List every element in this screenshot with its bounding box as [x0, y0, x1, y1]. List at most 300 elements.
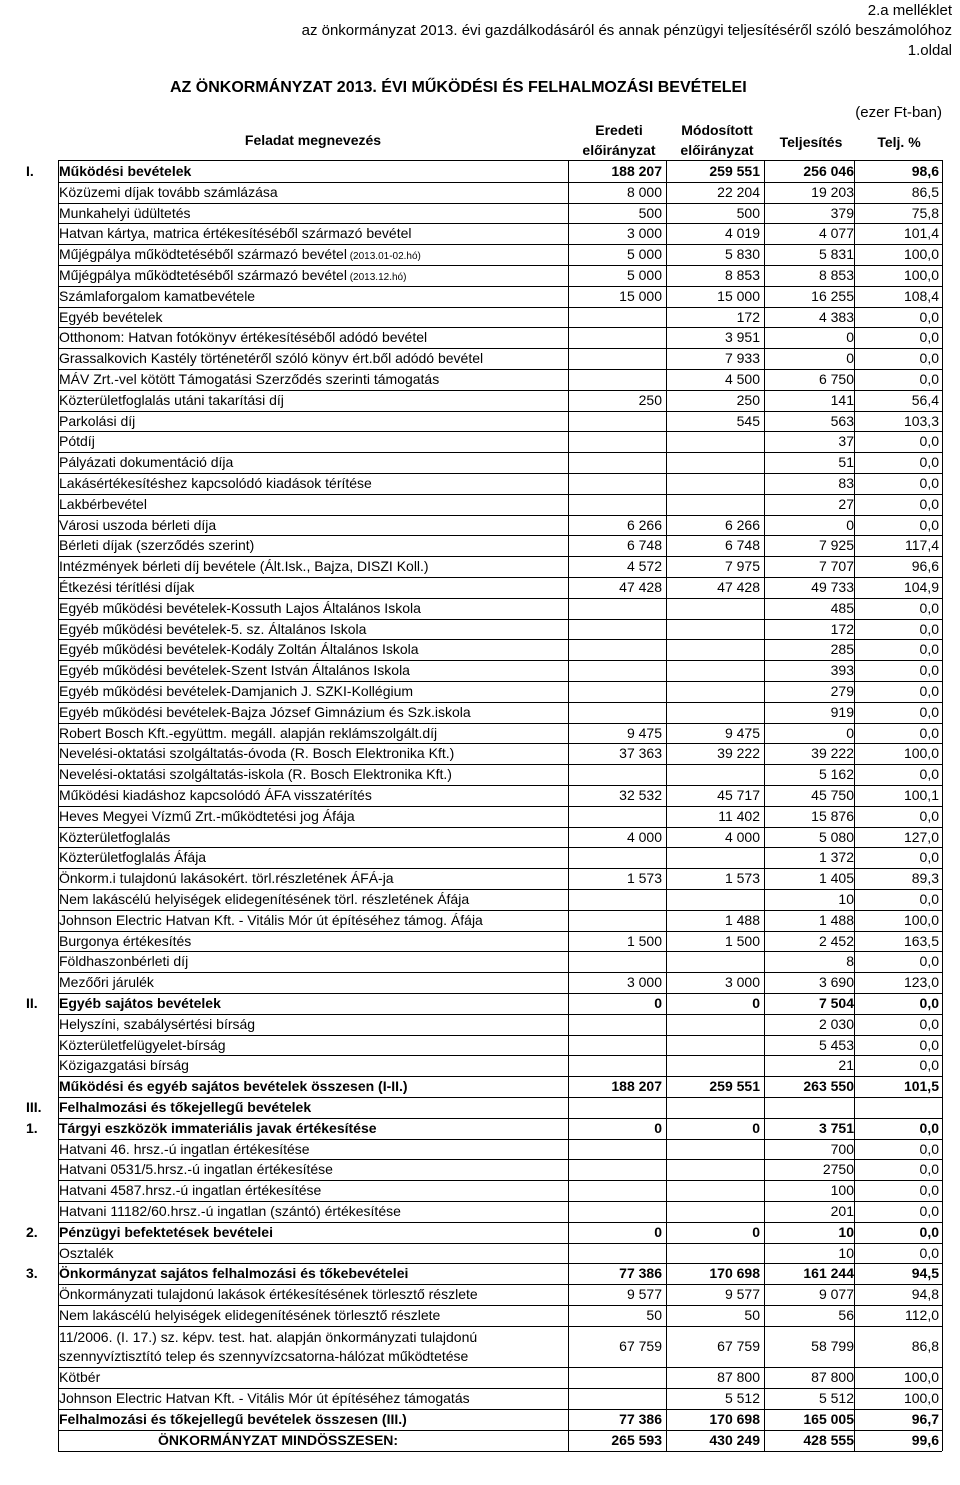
cell-c4: 123,0	[903, 974, 939, 991]
cell-c1: 188 207	[611, 1078, 662, 1095]
cell-c1: 1 500	[626, 932, 662, 949]
row-label: Felhalmozási és tőkejellegű bevételek	[59, 1099, 312, 1115]
cell-c3: 3 690	[818, 974, 854, 991]
row-label: Parkolási díj	[59, 412, 136, 429]
cell-c4: 100,0	[903, 745, 939, 762]
row-label: Működési bevételek	[59, 163, 192, 179]
cell-c1: 15 000	[619, 287, 662, 304]
cell-c1: 1 573	[626, 870, 662, 887]
table-row	[0, 1118, 960, 1139]
cell-c3: 5 162	[818, 766, 854, 783]
cell-c2: 7 975	[724, 558, 760, 575]
row-label: Johnson Electric Hatvan Kft. - Vitális Mór út építéséhez támog. Áfája	[59, 911, 483, 928]
table-row	[0, 827, 960, 848]
cell-c2: 45 717	[717, 787, 760, 803]
cell-c2: 5 512	[724, 1390, 760, 1407]
cell-c2: 5 830	[724, 246, 760, 263]
cell-c3: 285	[830, 641, 854, 658]
cell-c4: 0,0	[919, 475, 939, 491]
cell-c4: 0,0	[919, 371, 939, 387]
row-label: Bérleti díjak (szerződés szerint)	[59, 537, 255, 554]
cell-c1: 5 000	[626, 267, 662, 283]
row-label: Működési kiadáshoz kapcsolódó ÁFA visszatérítés	[59, 787, 372, 803]
row-label: Hatvani 4587.hrsz.-ú ingatlan értékesítése	[59, 1182, 322, 1199]
cell-c2: 4 500	[724, 371, 760, 387]
table-row	[0, 619, 960, 640]
table-row	[0, 535, 960, 556]
table-row	[0, 348, 960, 369]
cell-c1: 77 386	[619, 1265, 662, 1282]
cell-c3: 0	[846, 516, 854, 533]
cell-c4: 101,5	[903, 1078, 939, 1095]
table-row	[0, 806, 960, 827]
cell-c4: 0,0	[919, 807, 939, 824]
table-row	[0, 161, 960, 182]
cell-c3: 19 203	[811, 183, 854, 200]
grid-line	[58, 160, 59, 1451]
row-label: Pótdíj	[59, 433, 95, 450]
cell-c3: 0	[846, 724, 854, 741]
cell-c2: 545	[736, 412, 760, 429]
cell-c1: 9 577	[626, 1286, 662, 1303]
grid-line	[58, 1451, 942, 1452]
cell-c4: 98,6	[911, 163, 939, 179]
cell-c4: 0,0	[919, 849, 939, 866]
cell-c2: 39 222	[717, 745, 760, 762]
cell-c4: 0,0	[919, 1057, 939, 1074]
cell-c3: 3 751	[818, 1119, 854, 1136]
table-row	[0, 265, 960, 286]
cell-c4: 0,0	[919, 308, 939, 325]
cell-c3: 51	[838, 454, 854, 471]
row-label: Egyéb sajátos bevételek	[59, 995, 221, 1011]
table-row	[0, 1222, 960, 1243]
cell-c4: 100,0	[903, 246, 939, 263]
cell-c2: 0	[752, 1223, 760, 1240]
row-label: Műjégpálya működtetéséből származó bevétel (2013.12.hó)	[59, 267, 407, 283]
cell-c4: 100,0	[903, 911, 939, 928]
cell-c3: 0	[846, 329, 854, 346]
cell-c3: 5 512	[818, 1390, 854, 1407]
cell-c3: 0	[846, 350, 854, 367]
cell-c4: 103,3	[903, 412, 939, 429]
cell-c4: 0,0	[919, 1036, 939, 1053]
row-number: 1.	[26, 1119, 38, 1136]
table-row	[0, 556, 960, 577]
row-label: MÁV Zrt.-vel kötött Támogatási Szerződés szerinti támogatás	[59, 371, 440, 387]
cell-c4: 94,5	[911, 1265, 939, 1282]
grid-line	[854, 160, 855, 1451]
cell-c3: 393	[830, 662, 854, 679]
row-label: Hatvani 46. hrsz.-ú ingatlan értékesítése	[59, 1140, 310, 1157]
table-row	[0, 764, 960, 785]
cell-c2: 170 698	[709, 1265, 760, 1282]
row-label: Közterületfoglalás	[59, 828, 171, 845]
row-label: Munkahelyi üdültetés	[59, 204, 191, 221]
row-label: Nevelési-oktatási szolgáltatás-iskola (R. Bosch Elektronika Kft.)	[59, 766, 452, 783]
row-label: Johnson Electric Hatvan Kft. - Vitális Mór út építéséhez támogatás	[59, 1390, 470, 1407]
table-row	[0, 743, 960, 764]
table-row	[0, 203, 960, 224]
cell-c2: 1 500	[724, 932, 760, 949]
cell-c3: 5 831	[818, 246, 854, 263]
cell-c3: 279	[830, 683, 854, 699]
grid-line	[942, 160, 943, 1451]
cell-c3: 87 800	[811, 1369, 854, 1386]
cell-c4: 96,6	[911, 558, 939, 575]
cell-c4: 0,0	[919, 891, 939, 907]
cell-c4: 0,0	[919, 1223, 939, 1240]
cell-c2: 67 759	[717, 1337, 760, 1354]
row-label: Osztalék	[59, 1244, 114, 1261]
cell-c3: 83	[838, 475, 854, 491]
grid-line	[666, 160, 667, 1451]
cell-c4: 0,0	[919, 454, 939, 471]
cell-c4: 0,0	[919, 516, 939, 533]
row-number: 3.	[26, 1265, 38, 1282]
row-number: III.	[26, 1099, 42, 1115]
cell-c1: 5 000	[626, 246, 662, 263]
cell-c4: 75,8	[911, 204, 939, 221]
row-label: Önkorm.i tulajdonú lakásokért. törl.részletének ÁFÁ-ja	[59, 870, 394, 887]
cell-c3: 263 550	[803, 1078, 854, 1095]
row-label: Helyszíni, szabálysértési bírság	[59, 1015, 256, 1032]
row-label: Heves Megyei Vízmű Zrt.-működtetési jog Áfája	[59, 807, 355, 824]
cell-c3: 141	[830, 391, 854, 408]
row-label: Városi uszoda bérleti díja	[59, 516, 217, 533]
row-label: Hatvani 11182/60.hrsz.-ú ingatlan (szántó) értékesítése	[59, 1203, 401, 1219]
table-row	[0, 473, 960, 494]
row-label: Közterületfoglalás Áfája	[59, 849, 207, 866]
table-row	[0, 868, 960, 889]
row-label: Egyéb működési bevételek-Bajza József Gimnázium és Szk.iskola	[59, 703, 471, 720]
cell-c3: 2 452	[818, 932, 854, 949]
row-label: Egyéb működési bevételek-Szent István Általános Iskola	[59, 662, 410, 679]
cell-c3: 16 255	[811, 287, 854, 304]
table-row	[0, 182, 960, 203]
table-row	[0, 639, 960, 660]
cell-c4: 0,0	[919, 1015, 939, 1032]
cell-c4: 108,4	[903, 287, 939, 304]
row-label: Egyéb működési bevételek-Damjanich J. SZKI-Kollégium	[59, 683, 414, 699]
cell-c3: 1 488	[818, 911, 854, 928]
row-note: (2013.01-02.hó)	[346, 251, 421, 263]
cell-c3: 5 453	[818, 1036, 854, 1053]
table-row	[0, 577, 960, 598]
cell-c2: 6 266	[724, 516, 760, 533]
row-label: Földhaszonbérleti díj	[59, 953, 189, 970]
cell-c4: 112,0	[905, 1307, 939, 1323]
cell-c2: 11 402	[718, 807, 760, 824]
row-label: Nem lakáscélú helyiségek elidegenítésének törlesztő részlete	[59, 1307, 441, 1323]
cell-c3: 2 030	[818, 1015, 854, 1032]
cell-c4: 86,8	[911, 1337, 939, 1354]
column-header-modified: Módosított előirányzat	[680, 122, 754, 158]
cell-c1: 47 428	[619, 579, 662, 595]
cell-c2: 8 853	[724, 267, 760, 283]
table-row	[0, 452, 960, 473]
cell-c1: 6 266	[626, 516, 662, 533]
table-row	[0, 244, 960, 265]
cell-c2: 4 000	[724, 828, 760, 845]
cell-c2: 1 573	[724, 870, 760, 887]
cell-c3: 58 799	[811, 1337, 854, 1354]
row-label: Mezőőri járulék	[59, 974, 154, 991]
cell-c3: 100	[830, 1182, 854, 1199]
column-header-original: Eredeti előirányzat	[582, 122, 656, 158]
cell-c3: 10	[838, 1223, 854, 1240]
table-row	[0, 1284, 960, 1305]
cell-c4: 127,0	[903, 828, 939, 845]
cell-c2: 3 951	[724, 329, 760, 346]
cell-c3: 56	[838, 1307, 854, 1323]
cell-c4: 0,0	[919, 641, 939, 658]
cell-c4: 0,0	[919, 1140, 939, 1157]
page-number: 1.oldal	[907, 42, 952, 59]
row-label: Önkormányzati tulajdonú lakások értékesítésének törlesztő részlete	[59, 1286, 478, 1303]
row-number: II.	[26, 995, 38, 1011]
table-row	[0, 1055, 960, 1076]
row-label: Pénzügyi befektetések bevételei	[59, 1223, 273, 1240]
table-row	[0, 1326, 960, 1368]
cell-c1: 4 000	[626, 828, 662, 845]
row-label: 11/2006. (I. 17.) sz. képv. test. hat. alapján önkormányzati tulajdonú szennyvíztisztító telep és szennyvízcsatorna-hálózat működtetése	[59, 1328, 478, 1364]
cell-c1: 37 363	[619, 745, 662, 762]
row-label: Számlaforgalom kamatbevétele	[59, 287, 256, 304]
cell-c2: 3 000	[724, 974, 760, 991]
cell-c4: 0,0	[919, 433, 939, 450]
row-label: Közigazgatási bírság	[59, 1057, 189, 1074]
row-label: Egyéb működési bevételek-Kossuth Lajos Általános Iskola	[59, 599, 421, 616]
cell-c1: 4 572	[626, 558, 662, 575]
page-title: AZ ÖNKORMÁNYZAT 2013. ÉVI MŰKÖDÉSI ÉS FELHALMOZÁSI BEVÉTELEI	[170, 79, 747, 96]
cell-c3: 27	[838, 495, 854, 512]
table-row	[0, 1180, 960, 1201]
table-row	[0, 993, 960, 1014]
cell-c4: 94,8	[911, 1286, 939, 1303]
unit-label: (ezer Ft-ban)	[855, 104, 942, 121]
cell-c1: 250	[638, 391, 662, 408]
cell-c3: 1 372	[818, 849, 854, 866]
cell-c1: 32 532	[619, 787, 662, 803]
cell-c3: 6 750	[818, 371, 854, 387]
cell-c1: 265 593	[611, 1431, 662, 1448]
row-label: ÖNKORMÁNYZAT MINDÖSSZESEN:	[158, 1431, 399, 1448]
cell-c4: 0,0	[919, 329, 939, 346]
cell-c3: 8	[846, 953, 854, 970]
cell-c2: 9 577	[724, 1286, 760, 1303]
table-row	[0, 681, 960, 702]
cell-c3: 165 005	[803, 1411, 854, 1427]
table-row	[0, 1014, 960, 1035]
cell-c2: 87 800	[717, 1369, 760, 1386]
column-header-percent: Telj. %	[877, 134, 921, 150]
cell-c4: 0,0	[919, 350, 939, 367]
cell-c4: 0,0	[919, 953, 939, 970]
row-label: Lakásértékesítéshez kapcsolódó kiadások térítése	[59, 475, 372, 491]
row-number: 2.	[26, 1223, 38, 1240]
row-label: Egyéb bevételek	[59, 308, 163, 325]
table-row	[0, 889, 960, 910]
cell-c2: 7 933	[724, 350, 760, 367]
cell-c4: 96,7	[911, 1411, 939, 1427]
table-row	[0, 307, 960, 328]
cell-c4: 99,6	[911, 1431, 939, 1448]
table-row	[0, 1035, 960, 1056]
cell-c4: 0,0	[919, 724, 939, 741]
cell-c3: 37	[838, 433, 854, 450]
row-label: Pályázati dokumentáció díja	[59, 454, 234, 471]
grid-line	[764, 160, 765, 1451]
cell-c4: 100,0	[903, 267, 939, 283]
cell-c1: 0	[654, 1223, 662, 1240]
cell-c2: 47 428	[717, 579, 760, 595]
cell-c1: 3 000	[626, 974, 662, 991]
table-row	[0, 1409, 960, 1430]
cell-c4: 0,0	[919, 1119, 939, 1136]
cell-c1: 188 207	[611, 163, 662, 179]
table-row	[0, 702, 960, 723]
cell-c4: 0,0	[919, 1182, 939, 1199]
cell-c4: 0,0	[919, 620, 939, 637]
cell-c4: 100,0	[903, 1369, 939, 1386]
row-label: Tárgyi eszközök immateriális javak értékesítése	[59, 1119, 377, 1136]
cell-c4: 56,4	[911, 391, 939, 408]
annex-label: 2.a melléklet	[867, 2, 952, 19]
cell-c3: 172	[830, 620, 854, 637]
cell-c4: 0,0	[919, 1244, 939, 1261]
cell-c3: 7 925	[818, 537, 854, 554]
table-row	[0, 494, 960, 515]
table-row	[0, 847, 960, 868]
cell-c4: 100,0	[903, 1390, 939, 1407]
cell-c1: 9 475	[626, 724, 662, 741]
row-label: Burgonya értékesítés	[59, 932, 192, 949]
table-row	[0, 1430, 960, 1451]
table-row	[0, 1097, 960, 1118]
row-label: Közüzemi díjak tovább számlázása	[59, 183, 278, 200]
table-row	[0, 1076, 960, 1097]
row-label: Műjégpálya működtetéséből származó bevétel (2013.01-02.hó)	[59, 246, 421, 263]
cell-c3: 21	[838, 1057, 854, 1074]
cell-c3: 256 046	[803, 163, 854, 179]
cell-c1: 8 000	[626, 183, 662, 200]
table-row	[0, 951, 960, 972]
cell-c2: 250	[736, 391, 760, 408]
table-row	[0, 223, 960, 244]
column-header-name: Feladat megnevezés	[244, 132, 382, 148]
row-label: Robert Bosch Kft.-együttm. megáll. alapján reklámszolgált.díj	[59, 724, 438, 741]
cell-c4: 101,4	[903, 225, 939, 242]
table-row	[0, 910, 960, 931]
cell-c2: 430 249	[709, 1431, 760, 1448]
cell-c4: 0,0	[919, 703, 939, 720]
table-row	[0, 723, 960, 744]
cell-c3: 4 077	[818, 225, 854, 242]
cell-c2: 500	[736, 204, 760, 221]
cell-c2: 259 551	[709, 163, 760, 179]
table-row	[0, 411, 960, 432]
row-label: Étkezési térítlési díjak	[59, 579, 195, 595]
cell-c4: 0,0	[919, 1203, 939, 1219]
cell-c3: 700	[830, 1140, 854, 1157]
cell-c1: 0	[654, 995, 662, 1011]
cell-c3: 7 504	[818, 995, 854, 1011]
table-row	[0, 1367, 960, 1388]
cell-c3: 5 080	[818, 828, 854, 845]
cell-c4: 104,9	[903, 579, 939, 595]
table-row	[0, 1243, 960, 1264]
row-number: I.	[26, 163, 34, 179]
cell-c1: 3 000	[626, 225, 662, 242]
table-row	[0, 598, 960, 619]
table-row	[0, 1201, 960, 1222]
row-label: Hatvani 0531/5.hrsz.-ú ingatlan értékesítése	[59, 1161, 333, 1178]
table-row	[0, 286, 960, 307]
cell-c4: 163,5	[903, 932, 939, 949]
row-label: Nem lakáscélú helyiségek elidegenítésének törl. részletének Áfája	[59, 891, 470, 907]
cell-c4: 0,0	[919, 599, 939, 616]
table-row	[0, 1159, 960, 1180]
cell-c2: 15 000	[717, 287, 760, 304]
cell-c4: 100,1	[903, 787, 939, 803]
row-label: Intézmények bérleti díj bevétele (Ált.Isk., Bajza, DISZI Koll.)	[59, 558, 429, 575]
cell-c3: 10	[838, 891, 854, 907]
cell-c1: 77 386	[619, 1411, 662, 1427]
row-label: Önkormányzat sajátos felhalmozási és tőkebevételei	[59, 1265, 409, 1282]
table-row	[0, 972, 960, 993]
cell-c3: 10	[838, 1244, 854, 1261]
cell-c3: 15 876	[811, 807, 854, 824]
table-row	[0, 785, 960, 806]
cell-c3: 201	[830, 1203, 854, 1219]
cell-c4: 0,0	[919, 766, 939, 783]
row-label: Hatvan kártya, matrica értékesítéséből származó bevétel	[59, 225, 412, 242]
row-label: Egyéb működési bevételek-5. sz. Általános Iskola	[59, 620, 367, 637]
cell-c3: 45 750	[811, 787, 854, 803]
cell-c4: 0,0	[919, 662, 939, 679]
table-row	[0, 369, 960, 390]
cell-c2: 4 019	[724, 225, 760, 242]
cell-c1: 6 748	[626, 537, 662, 554]
cell-c2: 6 748	[724, 537, 760, 554]
table-row	[0, 931, 960, 952]
row-label: Lakbérbevétel	[59, 495, 147, 512]
cell-c3: 161 244	[803, 1265, 854, 1282]
row-label: Közterületfelügyelet-bírság	[59, 1036, 226, 1053]
cell-c1: 500	[638, 204, 662, 221]
row-label: Kötbér	[59, 1369, 101, 1386]
cell-c2: 22 204	[717, 183, 760, 200]
cell-c3: 7 707	[818, 558, 854, 575]
cell-c2: 259 551	[709, 1078, 760, 1095]
cell-c1: 67 759	[619, 1337, 662, 1354]
cell-c2: 0	[752, 1119, 760, 1136]
grid-line	[568, 160, 569, 1451]
cell-c2: 1 488	[724, 911, 760, 928]
table-row	[0, 327, 960, 348]
cell-c3: 563	[830, 412, 854, 429]
cell-c3: 8 853	[818, 267, 854, 283]
row-label: Közterületfoglalás utáni takarítási díj	[59, 391, 284, 408]
cell-c1: 0	[654, 1119, 662, 1136]
cell-c4: 117,4	[905, 537, 939, 554]
row-note: (2013.12.hó)	[346, 272, 407, 283]
cell-c4: 0,0	[919, 995, 939, 1011]
table-row	[0, 1139, 960, 1160]
cell-c4: 0,0	[919, 1161, 939, 1178]
cell-c3: 2750	[822, 1161, 854, 1178]
